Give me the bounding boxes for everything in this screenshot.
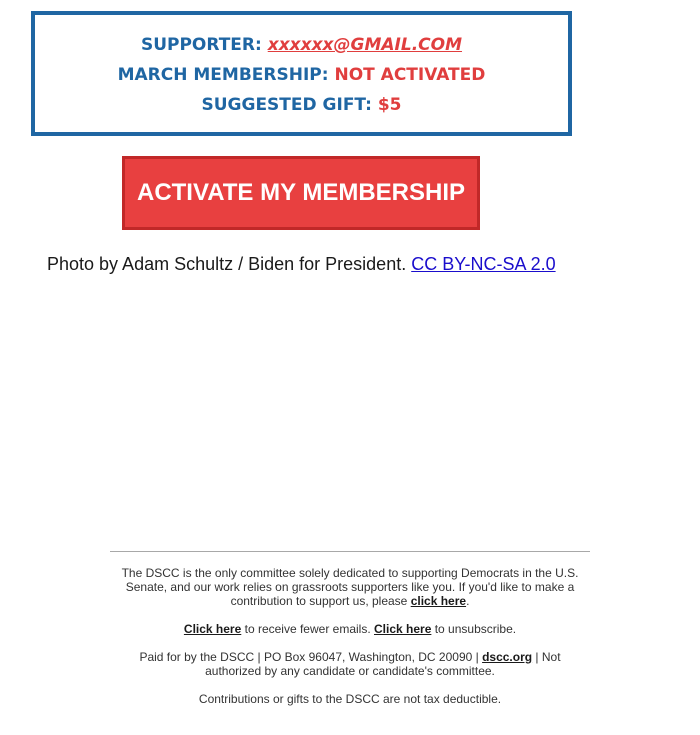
contribute-link[interactable]: click here — [410, 594, 467, 608]
membership-line — [35, 65, 568, 85]
photo-credit-text: Photo by Adam Schultz / Biden for President. — [47, 254, 412, 274]
gift-amount: $5 — [377, 95, 402, 115]
footer-about — [110, 566, 590, 608]
footer-about-text: The DSCC is the only committee solely dedicated to supporting Democrats in the U.S. Senate, and our work relies on grassroots supporters like you. If you'd like to make a contribution to support us, please — [121, 566, 579, 608]
activate-membership-button[interactable] — [122, 156, 480, 230]
activate-membership-label: ACTIVATE MY MEMBERSHIP — [136, 179, 466, 206]
paid-for-text: Paid for by the DSCC | PO Box 96047, Washington, DC 20090 | — [139, 650, 483, 664]
fewer-emails-text: to receive fewer emails. — [241, 622, 374, 636]
gift-line — [35, 95, 568, 115]
footer-about-end: . — [466, 594, 470, 608]
unsubscribe-text: to unsubscribe. — [431, 622, 517, 636]
membership-status-box — [31, 11, 572, 136]
footer-email-prefs — [110, 622, 590, 636]
license-link[interactable]: CC BY-NC-SA 2.0 — [411, 254, 556, 274]
tax-note-text: Contributions or gifts to the DSCC are not tax deductible. — [198, 692, 502, 706]
footer-divider — [110, 551, 590, 552]
footer-paid-for — [110, 650, 590, 678]
gift-label: SUGGESTED GIFT: — [201, 95, 372, 115]
paid-for-end: | Not authorized by any candidate or candidate's committee. — [205, 650, 561, 678]
supporter-line — [35, 35, 568, 55]
fewer-emails-link[interactable]: Click here — [183, 622, 242, 636]
supporter-label: SUPPORTER: — [140, 35, 262, 55]
photo-credit — [47, 253, 556, 275]
supporter-email[interactable]: xxxxxx@GMAIL.COM — [267, 35, 463, 55]
dscc-site-link[interactable]: dscc.org — [482, 650, 533, 664]
membership-label: MARCH MEMBERSHIP: — [117, 65, 329, 85]
unsubscribe-link[interactable]: Click here — [374, 622, 432, 636]
membership-status-value: NOT ACTIVATED — [334, 65, 486, 85]
footer-tax-note — [110, 692, 590, 706]
